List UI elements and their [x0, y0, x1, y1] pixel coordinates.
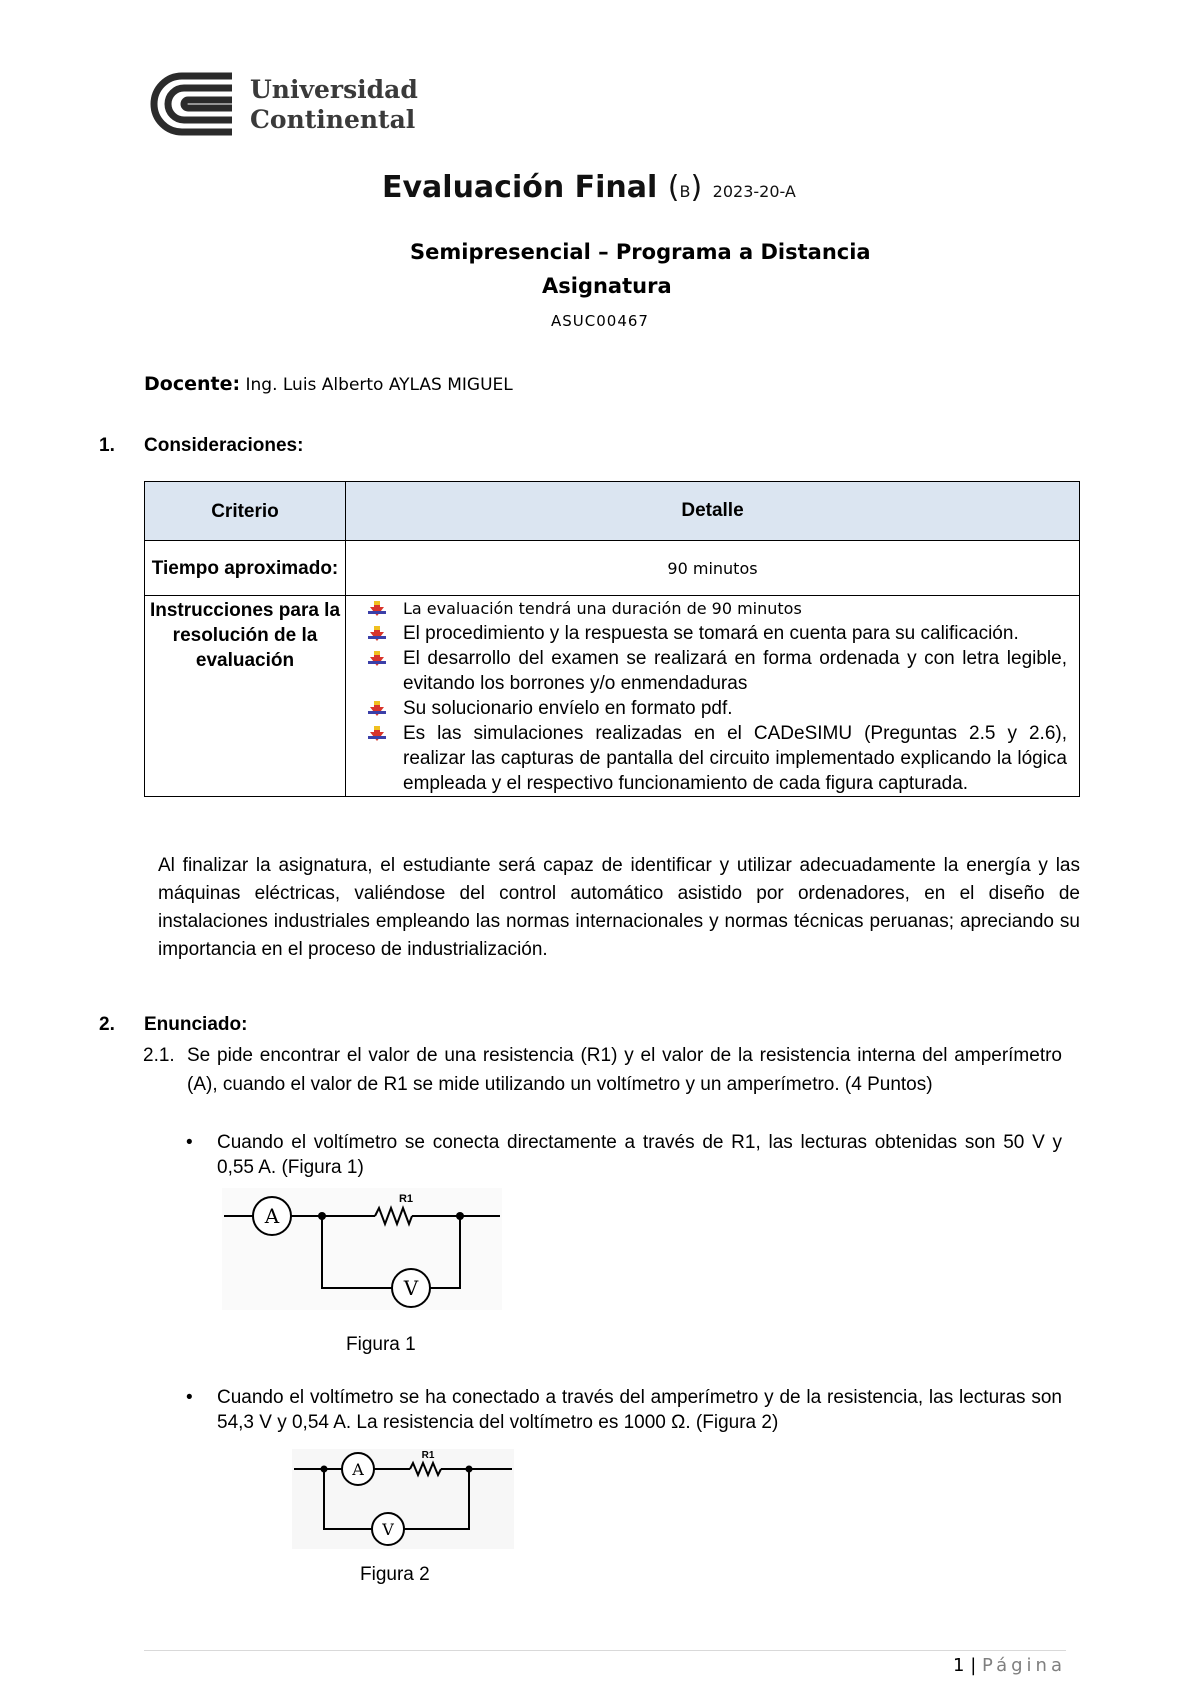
figure-1-circuit	[222, 1188, 502, 1310]
bullet-dot: •	[186, 1387, 193, 1408]
subject-label: Asignatura	[542, 274, 672, 298]
table-header-criterio: Criterio	[145, 482, 346, 541]
page-word: Página	[982, 1655, 1066, 1676]
row-instructions-label: Instrucciones para la resolución de la evaluación	[145, 596, 346, 797]
list-item: Es las simulaciones realizadas en el CADeSIMU (Preguntas 2.5 y 2.6), realizar las capturas de pantalla del circuito implementado explicando la lógica empleada y el respectivo funcionamiento de cada figura capturada.	[368, 721, 1067, 796]
bullet-1-text: Cuando el voltímetro se conecta directamente a través de R1, las lecturas obtenidas son 50 V y 0,55 A. (Figura 1)	[217, 1132, 1062, 1178]
arrow-bullet-icon	[368, 650, 386, 668]
title-paren-close: )	[690, 170, 703, 205]
teacher	[144, 373, 513, 395]
question-2-1-text: Se pide encontrar el valor de una resistencia (R1) y el valor de la resistencia interna del amperímetro (A), cuando el valor de R1 se mide utilizando un voltímetro y un amperímetro. (4 Puntos)	[187, 1045, 1062, 1095]
bullet-dot: •	[186, 1132, 193, 1153]
voltmeter-label: V	[382, 1520, 394, 1539]
list-item: Su solucionario envíelo en formato pdf.	[368, 696, 1067, 721]
resistor-label: R1	[421, 1450, 435, 1461]
footer-divider	[144, 1650, 1066, 1651]
table-header-row	[145, 482, 1080, 541]
arrow-bullet-icon	[368, 725, 386, 743]
title-paren-open: (	[667, 170, 680, 205]
teacher-name: Ing. Luis Alberto AYLAS MIGUEL	[245, 375, 513, 395]
section2-title: Enunciado:	[144, 1014, 248, 1035]
logo	[142, 68, 418, 140]
arrow-bullet-icon	[368, 600, 386, 618]
table-header-detalle: Detalle	[346, 482, 1080, 541]
section2-number: 2.	[99, 1014, 115, 1035]
logo-line-2: Continental	[250, 105, 416, 134]
question-2-1-number: 2.1.	[143, 1045, 175, 1066]
voltmeter-label: V	[403, 1276, 419, 1300]
list-item: La evaluación tendrá una duración de 90 minutos	[368, 596, 1067, 621]
teacher-label: Docente:	[144, 373, 241, 395]
list-item: El desarrollo del examen se realizará en forma ordenada y con letra legible, evitando los borrones y/o enmendaduras	[368, 646, 1067, 696]
row-time-value: 90 minutos	[346, 541, 1080, 596]
row-time-label: Tiempo aproximado:	[145, 541, 346, 596]
arrow-bullet-icon	[368, 700, 386, 718]
section1-title: Consideraciones:	[144, 435, 304, 456]
instructions-list	[368, 596, 1067, 796]
title-variant: B	[679, 182, 691, 201]
page-separator: |	[970, 1655, 977, 1676]
section1-number: 1.	[99, 435, 115, 456]
arrow-bullet-icon	[368, 625, 386, 643]
title-main: Evaluación Final	[382, 170, 658, 205]
footer-page-number	[953, 1655, 1066, 1676]
ammeter-label: A	[264, 1204, 280, 1228]
figure-2-circuit	[292, 1449, 514, 1549]
figure-1-caption: Figura 1	[346, 1334, 416, 1355]
row-instructions-value	[346, 596, 1080, 797]
title-period: 2023-20-A	[712, 182, 796, 201]
competence-paragraph: Al finalizar la asignatura, el estudiante será capaz de identificar y utilizar adecuadamente la energía y las máquinas eléctricas, valiéndose del control automático asistido por ordenadores, en el diseño de instalaciones industriales empleando las normas internacionales y normas técnicas peruanas; apreciando su importancia en el proceso de industrialización.	[158, 855, 1080, 960]
page-number: 1	[953, 1655, 965, 1676]
logo-line-1: Universidad	[250, 75, 418, 104]
list-item: El procedimiento y la respuesta se tomará en cuenta para su calificación.	[368, 621, 1067, 646]
ammeter-label: A	[352, 1460, 364, 1479]
table-row	[145, 541, 1080, 596]
resistor-label: R1	[398, 1193, 414, 1205]
page-title	[382, 170, 796, 205]
subtitle: Semipresencial – Programa a Distancia	[410, 240, 871, 264]
logo-mark-icon	[142, 68, 238, 140]
bullet-2-text: Cuando el voltímetro se ha conectado a través del amperímetro y de la resistencia, las lecturas son 54,3 V y 0,54 A. La resistencia del voltímetro es 1000 Ω. (Figura 2)	[217, 1387, 1062, 1433]
criteria-table	[144, 481, 1080, 797]
subject-code: ASUC00467	[551, 312, 649, 330]
table-row	[145, 596, 1080, 797]
figure-2-caption: Figura 2	[360, 1564, 430, 1585]
